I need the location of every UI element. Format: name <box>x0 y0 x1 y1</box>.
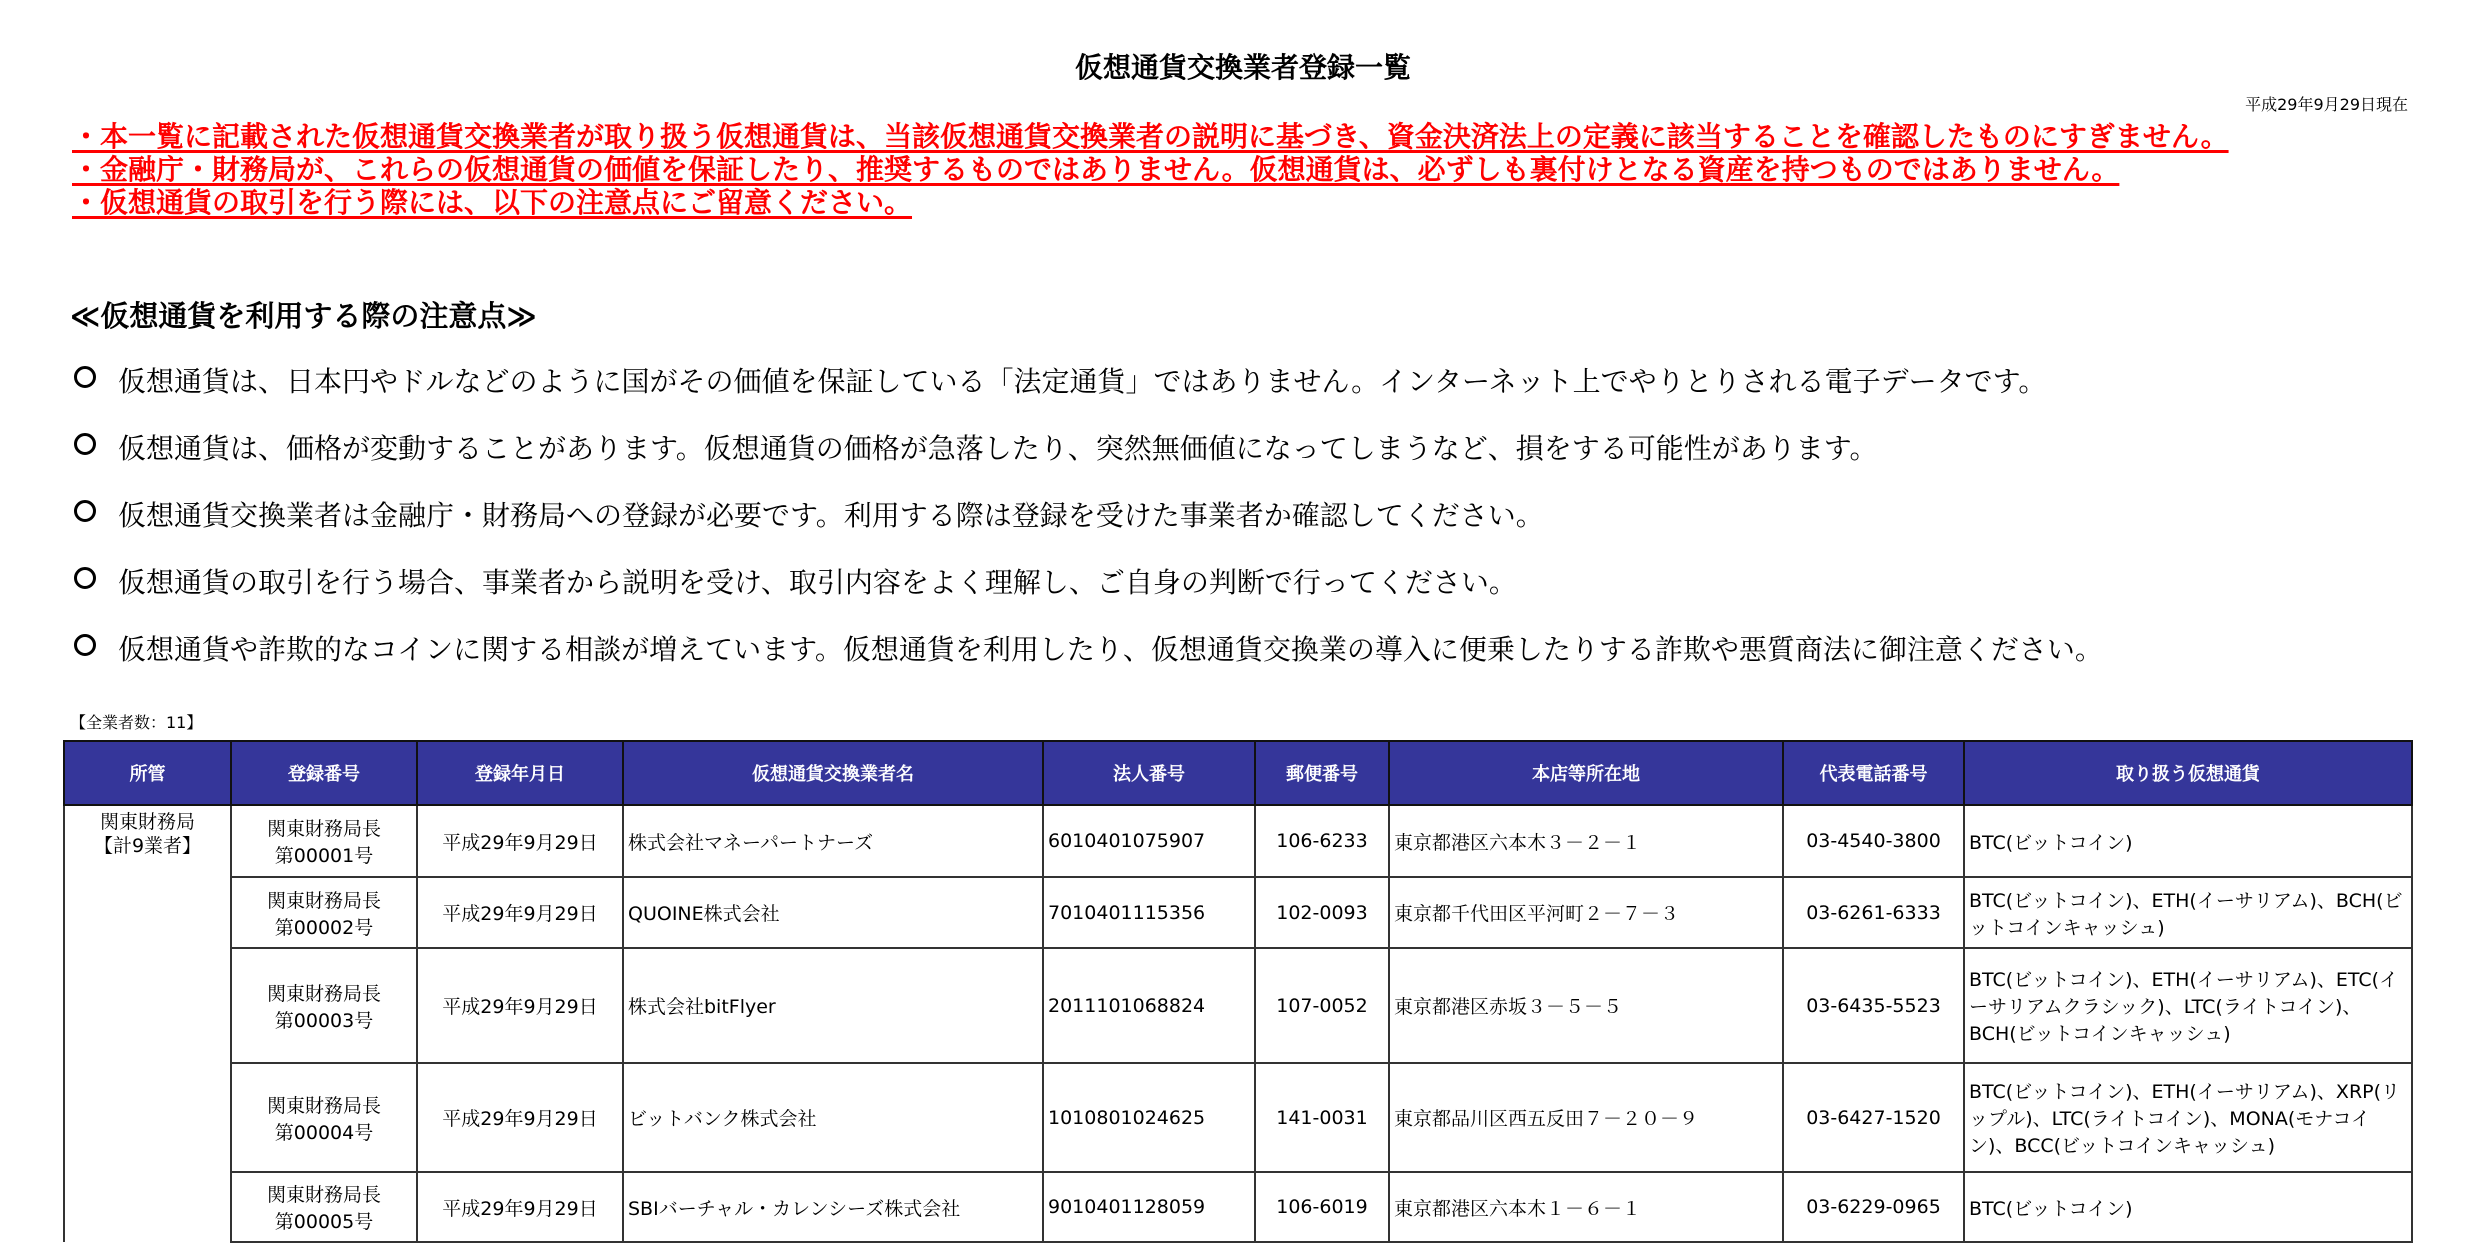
company-name-cell: 株式会社マネーパートナーズ <box>623 805 1043 877</box>
table-row <box>64 1063 2412 1172</box>
col-header: 郵便番号 <box>1255 741 1389 805</box>
reg-date-cell: 平成29年9月29日 <box>417 1063 623 1172</box>
table-row <box>64 948 2412 1063</box>
address-cell: 東京都千代田区平河町２－７－３ <box>1389 877 1783 948</box>
reg-number-cell <box>231 877 417 948</box>
warnings <box>72 120 2292 219</box>
company-name-cell: 株式会社bitFlyer <box>623 948 1043 1063</box>
table-row <box>64 1172 2412 1242</box>
currencies-cell: BTC(ビットコイン)、ETH(イーサリアム)、ETC(イーサリアムクラシック)、LTC(ライトコイン)、BCH(ビットコインキャッシュ) <box>1964 948 2412 1063</box>
reg-date-cell: 平成29年9月29日 <box>417 1172 623 1242</box>
department-cell <box>64 805 231 1242</box>
company-name-cell: ビットバンク株式会社 <box>623 1063 1043 1172</box>
department-name: 関東財務局 <box>99 811 195 833</box>
note-item: 仮想通貨や詐欺的なコインに関する相談が増えています。仮想通貨を利用したり、仮想通貨交換業の導入に便乗したりする詐欺や悪質商法に御注意ください。 <box>72 628 2103 695</box>
address-cell: 東京都港区赤坂３－５－５ <box>1389 948 1783 1063</box>
note-item: 仮想通貨の取引を行う場合、事業者から説明を受け、取引内容をよく理解し、ご自身の判断で行ってください。 <box>72 561 2103 628</box>
col-header: 取り扱う仮想通貨 <box>1964 741 2412 805</box>
postal-code-cell: 106-6233 <box>1255 805 1389 877</box>
col-header: 登録年月日 <box>417 741 623 805</box>
currencies-cell: BTC(ビットコイン) <box>1964 805 2412 877</box>
page-title: 仮想通貨交換業者登録一覧 <box>1074 51 1411 84</box>
corporate-number-cell: 2011101068824 <box>1043 948 1255 1063</box>
total-count: 【全業者数：11】 <box>70 713 203 732</box>
reg-number: 第00005号 <box>274 1211 374 1233</box>
warning-2: ・金融庁・財務局が、これらの仮想通貨の価値を保証したり、推奨するものではありません。仮想通貨は、必ずしも裏付けとなる資産を持つものではありません。 <box>72 153 2120 186</box>
notes-list <box>72 360 2103 695</box>
col-header: 登録番号 <box>231 741 417 805</box>
as-of-date: 平成29年9月29日現在 <box>2245 95 2408 114</box>
currencies-cell: BTC(ビットコイン)、ETH(イーサリアム)、BCH(ビットコインキャッシュ) <box>1964 877 2412 948</box>
col-header: 本店等所在地 <box>1389 741 1783 805</box>
table-header-row <box>64 741 2412 805</box>
circle-bullet-icon <box>74 500 96 522</box>
registry-table <box>63 740 2413 1243</box>
address-cell: 東京都品川区西五反田７－２０－９ <box>1389 1063 1783 1172</box>
address-cell: 東京都港区六本木１－６－１ <box>1389 1172 1783 1242</box>
postal-code-cell: 141-0031 <box>1255 1063 1389 1172</box>
table-row <box>64 805 2412 877</box>
currencies-cell: BTC(ビットコイン)、ETH(イーサリアム)、XRP(リップル)、LTC(ライトコイン)、MONA(モナコイン)、BCC(ビットコインキャッシュ) <box>1964 1063 2412 1172</box>
reg-number: 第00004号 <box>274 1121 374 1144</box>
department-count: 【計9業者】 <box>93 835 202 857</box>
reg-date-cell: 平成29年9月29日 <box>417 805 623 877</box>
col-header: 所管 <box>64 741 231 805</box>
circle-bullet-icon <box>74 433 96 455</box>
note-item: 仮想通貨は、日本円やドルなどのように国がその価値を保証している「法定通貨」ではありません。インターネット上でやりとりされる電子データです。 <box>72 360 2103 427</box>
reg-number: 第00003号 <box>274 1009 374 1032</box>
reg-number: 第00002号 <box>274 916 374 939</box>
corporate-number-cell: 1010801024625 <box>1043 1063 1255 1172</box>
postal-code-cell: 107-0052 <box>1255 948 1389 1063</box>
note-item: 仮想通貨は、価格が変動することがあります。仮想通貨の価格が急落したり、突然無価値になってしまうなど、損をする可能性があります。 <box>72 427 2103 494</box>
currencies-cell: BTC(ビットコイン) <box>1964 1172 2412 1242</box>
phone-cell: 03-6229-0965 <box>1783 1172 1964 1242</box>
phone-cell: 03-6435-5523 <box>1783 948 1964 1063</box>
table-row <box>64 877 2412 948</box>
reg-number-cell <box>231 805 417 877</box>
note-item: 仮想通貨交換業者は金融庁・財務局への登録が必要です。利用する際は登録を受けた事業者か確認してください。 <box>72 494 2103 561</box>
reg-authority: 関東財務局長 <box>266 889 381 912</box>
reg-authority: 関東財務局長 <box>266 818 381 840</box>
company-name-cell: SBIバーチャル・カレンシーズ株式会社 <box>623 1172 1043 1242</box>
notes-heading: ≪仮想通貨を利用する際の注意点≫ <box>70 299 537 333</box>
reg-authority: 関東財務局長 <box>266 1094 381 1117</box>
corporate-number-cell: 6010401075907 <box>1043 805 1255 877</box>
circle-bullet-icon <box>74 567 96 589</box>
col-header: 代表電話番号 <box>1783 741 1964 805</box>
reg-authority: 関東財務局長 <box>266 1184 381 1206</box>
reg-authority: 関東財務局長 <box>266 982 381 1005</box>
warning-1: ・本一覧に記載された仮想通貨交換業者が取り扱う仮想通貨は、当該仮想通貨交換業者の説明に基づき、資金決済法上の定義に該当することを確認したものにすぎません。 <box>72 120 2229 153</box>
circle-bullet-icon <box>74 634 96 656</box>
reg-date-cell: 平成29年9月29日 <box>417 877 623 948</box>
phone-cell: 03-4540-3800 <box>1783 805 1964 877</box>
phone-cell: 03-6261-6333 <box>1783 877 1964 948</box>
corporate-number-cell: 7010401115356 <box>1043 877 1255 948</box>
postal-code-cell: 106-6019 <box>1255 1172 1389 1242</box>
reg-number-cell <box>231 1172 417 1242</box>
reg-date-cell: 平成29年9月29日 <box>417 948 623 1063</box>
phone-cell: 03-6427-1520 <box>1783 1063 1964 1172</box>
warning-3: ・仮想通貨の取引を行う際には、以下の注意点にご留意ください。 <box>72 186 913 219</box>
reg-number: 第00001号 <box>274 845 374 867</box>
address-cell: 東京都港区六本木３－２－１ <box>1389 805 1783 877</box>
postal-code-cell: 102-0093 <box>1255 877 1389 948</box>
reg-number-cell <box>231 948 417 1063</box>
col-header: 仮想通貨交換業者名 <box>623 741 1043 805</box>
corporate-number-cell: 9010401128059 <box>1043 1172 1255 1242</box>
company-name-cell: QUOINE株式会社 <box>623 877 1043 948</box>
col-header: 法人番号 <box>1043 741 1255 805</box>
circle-bullet-icon <box>74 366 96 388</box>
reg-number-cell <box>231 1063 417 1172</box>
